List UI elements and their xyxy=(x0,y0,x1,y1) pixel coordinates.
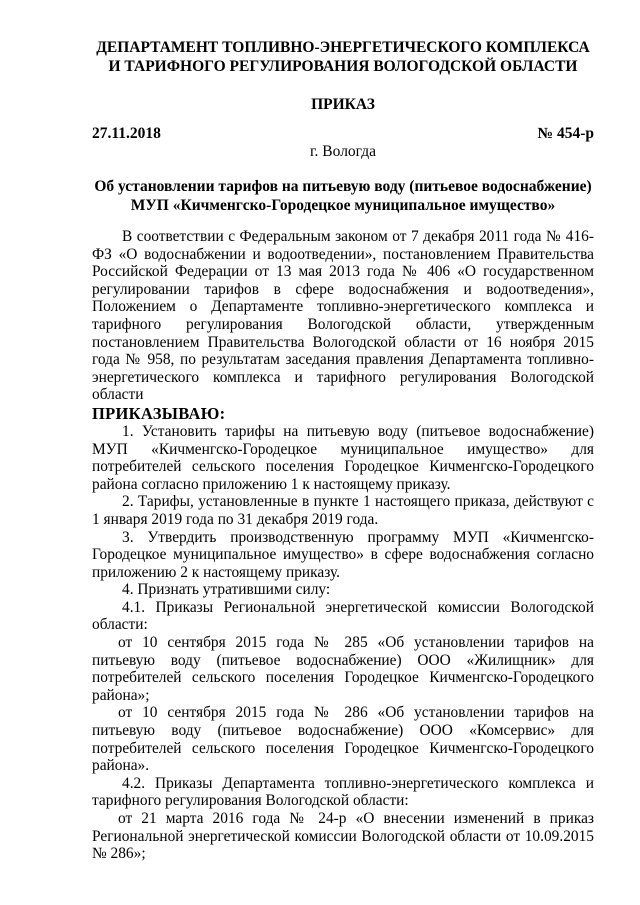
order-date: 27.11.2018 xyxy=(92,125,161,142)
item-4-1: 4.1. Приказы Региональной энергетической комиссии Вологодской области: xyxy=(92,598,594,634)
decree-word: ПРИКАЗЫВАЮ: xyxy=(92,403,226,423)
subject-line-1: Об установлении тарифов на питьевую воду (питьевое водоснабжение) xyxy=(94,178,592,195)
item-1: 1. Установить тарифы на питьевую воду (питьевое водоснабжение) МУП «Кичменгско-Городецкое муниципальное имущество» для потребителей сельского поселения Городецкое Кичменгско-Городецкого района согласно приложению 1 к настоящему приказу. xyxy=(92,422,594,493)
order-subject xyxy=(92,177,594,215)
order-city: г. Вологда xyxy=(309,143,377,160)
department-name xyxy=(92,38,594,76)
item-4-1-b: от 10 сентября 2015 года № 286 «Об установлении тарифов на питьевую воду (питьевое водоснабжение) ООО «Комсервис» для потребителей сельского поселения Городецкое Кичменгско-Городецкого района». xyxy=(92,704,594,775)
department-line-2: И ТАРИФНОГО РЕГУЛИРОВАНИЯ ВОЛОГОДСКОЙ ОБЛАСТИ xyxy=(108,58,578,75)
order-number: № 454-р xyxy=(537,125,594,142)
order-body xyxy=(92,228,594,863)
subject-line-2: МУП «Кичменгско-Городецкое муниципальное имущество» xyxy=(130,197,556,214)
item-4-2-a: от 21 марта 2016 года № 24-р «О внесении изменений в приказ Региональной энергетической комиссии Вологодской области от 10.09.2015 № 286»; xyxy=(92,810,594,863)
preamble-paragraph: В соответствии с Федеральным законом от 7 декабря 2011 года № 416-ФЗ «О водоснабжении и водоотведении», постановлением Правительства Российской Федерации от 13 мая 2013 года № 406 «О государственном регулировании тарифов в сфере водоснабжения и водоотведения», Положением о Департаменте топливно-энергетического комплекса и тарифного регулирования Вологодской области, утвержденным постановлением Правительства Вологодской области от 16 ноября 2015 года № 958, по результатам заседания правления Департамента топливно-энергетического комплекса и тарифного регулирования Вологодской области xyxy=(92,228,594,404)
item-4-1-a: от 10 сентября 2015 года № 285 «Об установлении тарифов на питьевую воду (питьевое водоснабжение) ООО «Жилищник» для потребителей сельского поселения Городецкое Кичменгско-Городецкого района»; xyxy=(92,634,594,704)
item-4: 4. Признать утратившими силу: xyxy=(122,581,331,599)
department-line-1: ДЕПАРТАМЕНТ ТОПЛИВНО-ЭНЕРГЕТИЧЕСКОГО КОМПЛЕКСА xyxy=(96,39,590,56)
item-2: 2. Тарифы, установленные в пункте 1 настоящего приказа, действуют с 1 января 2019 года по 31 декабря 2019 года. xyxy=(92,493,594,528)
item-3: 3. Утвердить производственную программу МУП «Кичменгско-Городецкое муниципальное имущество» в сфере водоснабжения согласно приложению 2 к настоящему приказу. xyxy=(92,528,594,581)
document-type: ПРИКАЗ xyxy=(311,96,375,113)
item-4-2: 4.2. Приказы Департамента топливно-энергетического комплекса и тарифного регулирования Вологодской области: xyxy=(92,774,594,810)
